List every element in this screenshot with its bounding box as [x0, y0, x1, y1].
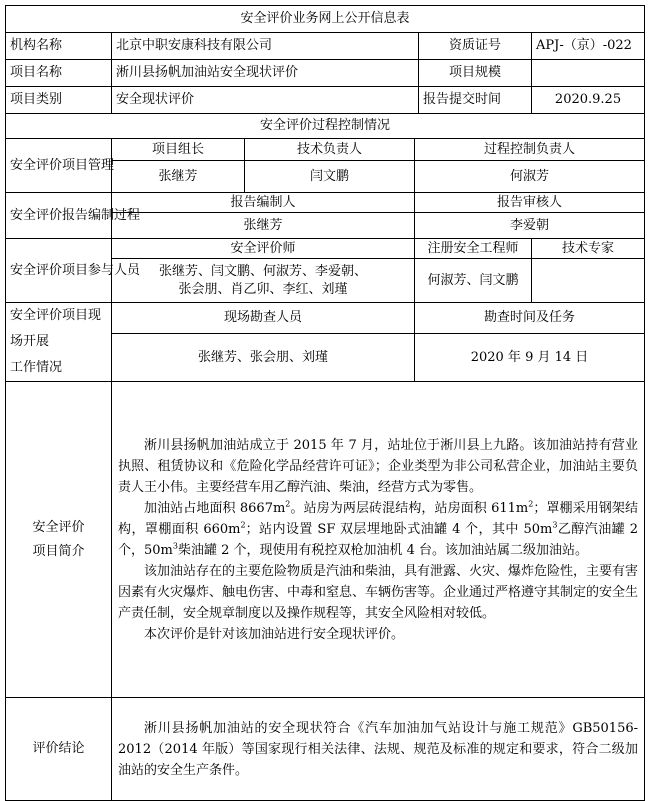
tech-expert-label: 技术专家 — [532, 239, 645, 259]
cert-value: APJ-（京）-022 — [532, 33, 645, 60]
conclusion-text — [112, 698, 645, 801]
project-scale-label: 项目规模 — [419, 60, 532, 87]
survey-time-label: 勘查时间及任务 — [415, 303, 645, 334]
site-survey-value: 张继芳、张会朋、刘瑾 — [112, 334, 415, 382]
safety-engineer-list: 何淑芳、闫文鹏 — [415, 259, 532, 303]
evaluator-list-line1: 张继芳、闫文鹏、何淑芳、李爱朝、 — [158, 263, 367, 279]
project-name-label: 项目名称 — [6, 60, 112, 87]
conclusion-label: 评价结论 — [6, 698, 112, 801]
evaluator-label: 安全评价师 — [112, 239, 415, 259]
submit-time-label: 报告提交时间 — [419, 87, 532, 114]
leader-label: 项目组长 — [112, 139, 245, 161]
org-value: 北京中职安康科技有限公司 — [112, 33, 419, 60]
site-work-label-line2: 工作情况 — [10, 360, 63, 375]
tech-expert-list — [532, 259, 645, 303]
site-work-label-line1: 安全评价项目现场开展 — [10, 308, 102, 349]
tech-lead-value: 闫文鹏 — [245, 161, 415, 193]
process-title: 安全评价过程控制情况 — [6, 114, 645, 139]
evaluator-list — [112, 259, 415, 303]
submit-time-value: 2020.9.25 — [532, 87, 645, 114]
disclosure-table — [5, 5, 645, 801]
report-writer-label: 报告编制人 — [112, 193, 415, 213]
process-control-label: 过程控制负责人 — [415, 139, 645, 161]
compilation-label: 安全评价报告编制过程 — [6, 193, 112, 239]
cert-label: 资质证号 — [419, 33, 532, 60]
project-type-label: 项目类别 — [6, 87, 112, 114]
project-name-value: 淅川县扬帆加油站安全现状评价 — [112, 60, 419, 87]
evaluator-list-line2: 张会朋、肖乙卯、李红、刘瑾 — [178, 281, 348, 297]
intro-paragraph-1: 淅川县扬帆加油站成立于 2015 年 7 月，站址位于淅川县上九路。该加油站持有营业执照、租赁协议和《危险化学品经营许可证》；企业类型为非公司私营企业，加油站主要负责人王小伟。主要经营车用乙醇汽油、柴油，经营方式为零售。 — [118, 437, 639, 495]
project-type-value: 安全现状评价 — [112, 87, 419, 114]
leader-value: 张继芳 — [112, 161, 245, 193]
project-scale-value — [532, 60, 645, 87]
project-intro-label-line2: 项目简介 — [32, 543, 85, 559]
report-reviewer-label: 报告审核人 — [415, 193, 645, 213]
report-writer-value: 张继芳 — [112, 213, 415, 239]
management-label: 安全评价项目管理 — [6, 139, 112, 193]
safety-engineer-label: 注册安全工程师 — [415, 239, 532, 259]
project-intro-label — [6, 382, 112, 698]
survey-time-value: 2020 年 9 月 14 日 — [415, 334, 645, 382]
table-title: 安全评价业务网上公开信息表 — [6, 6, 645, 33]
conclusion-paragraph: 淅川县扬帆加油站的安全现状符合《汽车加油加气站设计与施工规范》GB50156-2012（2014 年版）等国家现行相关法律、法规、规范及标准的规定和要求，符合二级加油站的安全生产条件。 — [118, 720, 639, 778]
participants-label: 安全评价项目参与人员 — [6, 239, 112, 303]
org-label: 机构名称 — [6, 33, 112, 60]
intro-paragraph-2: 加油站占地面积 $8667m^2$。站房为两层砖混结构，站房面积 $611m^2$；罩棚采用钢架结构，罩棚面积 $660m^2$；站内设置 SF 双层埋地卧式油罐 4 个，其中 $50m^3$乙醇汽油罐 2 个，$50m^3$柴油罐 2 个，现使用有税控双枪加油机 4 台。该加油站属二级加油站。 — [118, 499, 639, 558]
project-intro-text — [112, 382, 645, 698]
tech-lead-label: 技术负责人 — [245, 139, 415, 161]
report-reviewer-value: 李爱朝 — [415, 213, 645, 239]
site-survey-label: 现场勘查人员 — [112, 303, 415, 334]
intro-paragraph-3: 该加油站存在的主要危险物质是汽油和柴油，具有泄露、火灾、爆炸危险性，主要有害因素有火灾爆炸、触电伤害、中毒和窒息、车辆伤害等。企业通过严格遵守其制定的安全生产责任制，安全规章制度以及操作规程等，其安全风险相对较低。 — [118, 563, 639, 621]
intro-paragraph-4: 本次评价是针对该加油站进行安全现状评价。 — [144, 626, 405, 642]
process-control-value: 何淑芳 — [415, 161, 645, 193]
project-intro-label-line1: 安全评价 — [32, 519, 85, 535]
site-work-label — [6, 303, 112, 382]
